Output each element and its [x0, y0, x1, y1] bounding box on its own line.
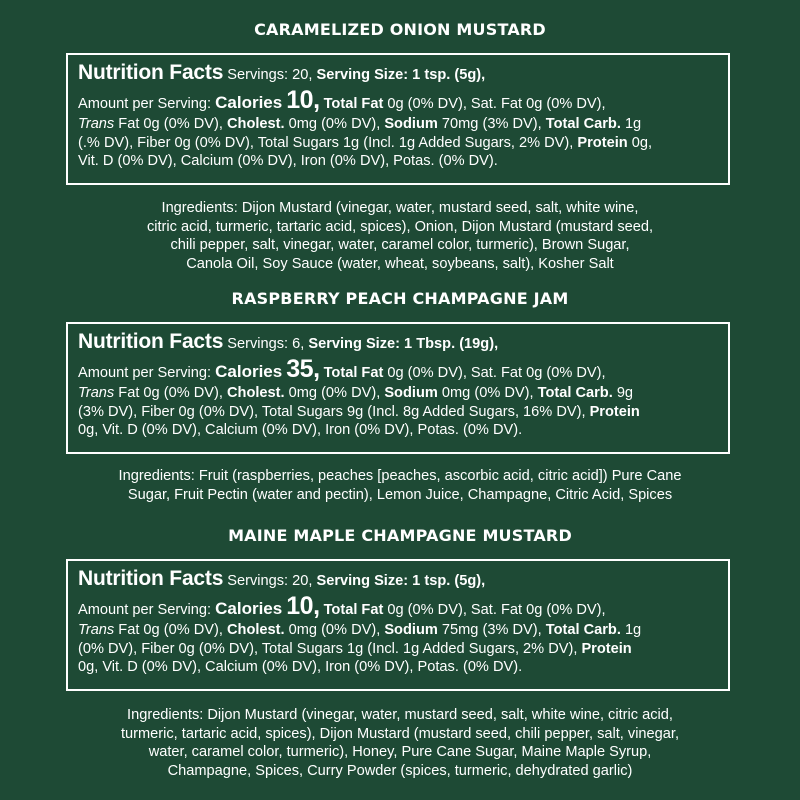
cholesterol-value: 0mg (0% DV), [288, 385, 381, 401]
cholesterol-label: Cholest. [226, 385, 285, 401]
sodium-label: Sodium [384, 622, 438, 638]
total-carb-value: 1g [624, 116, 642, 132]
calories-value: 35, [286, 355, 320, 383]
trans-fat-value: Fat 0g (0% DV), [118, 385, 223, 401]
product-section-raspberry-peach-champagne-jam [0, 289, 800, 309]
cholesterol-label: Cholest. [226, 622, 285, 638]
nutrients-line: (3% DV), Fiber 0g (0% DV), Total Sugars 9g (Incl. 8g Added Sugars, 16% DV), [78, 403, 586, 420]
trans-fat-value: Fat 0g (0% DV), [118, 116, 223, 132]
amount-per-serving-label: Amount per Serving: [78, 602, 212, 618]
sodium-label: Sodium [384, 385, 438, 401]
total-fat-value: 0g (0% DV), Sat. Fat 0g (0% DV), [387, 365, 606, 381]
ingredients-line: turmeric, tartaric acid, spices), Dijon Mustard (mustard seed, chili pepper, salt, vinegar, [120, 725, 680, 742]
sodium-value: 75mg (3% DV), [441, 622, 542, 638]
protein-value: 0g, [631, 134, 653, 151]
product-title: CARAMELIZED ONION MUSTARD [254, 20, 546, 39]
total-fat-label: Total Fat [323, 602, 384, 618]
servings: Servings: 20, [227, 67, 313, 83]
ingredients-line: water, caramel color, turmeric), Honey, Pure Cane Sugar, Maine Maple Syrup, [148, 744, 652, 760]
total-carb-value: 1g [624, 622, 642, 638]
amount-per-serving-label: Amount per Serving: [78, 96, 212, 112]
calories-value: 10, [286, 86, 320, 114]
vitamins-line: 0g, Vit. D (0% DV), Calcium (0% DV), Iron (0% DV), Potas. (0% DV). [78, 659, 523, 675]
total-carb-label: Total Carb. [545, 116, 621, 132]
trans-fat-value: Fat 0g (0% DV), [118, 622, 223, 638]
sodium-label: Sodium [384, 116, 438, 132]
total-fat-label: Total Fat [323, 96, 384, 112]
nutrition-facts-title: Nutrition Facts [78, 61, 224, 84]
cholesterol-value: 0mg (0% DV), [288, 622, 381, 638]
calories-label: Calories [215, 362, 283, 381]
nutrition-facts-box [66, 53, 730, 185]
trans-fat-label: Trans [78, 622, 115, 638]
total-fat-label: Total Fat [323, 365, 384, 381]
ingredients-text [40, 706, 760, 780]
serving-size: Serving Size: 1 Tbsp. (19g), [308, 336, 499, 352]
calories-label: Calories [215, 599, 283, 618]
ingredients-line: Ingredients: Dijon Mustard (vinegar, water, mustard seed, salt, white wine, [161, 200, 639, 216]
nutrition-facts-title: Nutrition Facts [78, 330, 224, 353]
sodium-value: 70mg (3% DV), [441, 116, 542, 132]
ingredients-line: Canola Oil, Soy Sauce (water, wheat, soybeans, salt), Kosher Salt [186, 255, 614, 272]
total-fat-value: 0g (0% DV), Sat. Fat 0g (0% DV), [387, 96, 606, 112]
calories-value: 10, [286, 592, 320, 620]
cholesterol-value: 0mg (0% DV), [288, 116, 381, 132]
ingredients-text [40, 467, 760, 504]
servings: Servings: 6, [227, 336, 305, 352]
trans-fat-label: Trans [78, 385, 115, 401]
protein-label: Protein [581, 640, 632, 657]
ingredients-line: chili pepper, salt, vinegar, water, caramel color, turmeric), Brown Sugar, [170, 237, 630, 253]
product-section-caramelized-onion-mustard [0, 20, 800, 40]
ingredients-line: citric acid, turmeric, tartaric acid, spices), Onion, Dijon Mustard (mustard seed, [146, 218, 654, 235]
ingredients-line: Ingredients: Fruit (raspberries, peaches [peaches, ascorbic acid, citric acid]) Pure Cane [118, 468, 682, 484]
nutrition-facts-box [66, 322, 730, 454]
vitamins-line: Vit. D (0% DV), Calcium (0% DV), Iron (0% DV), Potas. (0% DV). [78, 153, 498, 169]
nutrients-line: (0% DV), Fiber 0g (0% DV), Total Sugars 1g (Incl. 1g Added Sugars, 2% DV), [78, 640, 578, 657]
total-carb-value: 9g [616, 385, 634, 401]
protein-label: Protein [589, 403, 640, 420]
serving-size: Serving Size: 1 tsp. (5g), [316, 67, 486, 83]
serving-size: Serving Size: 1 tsp. (5g), [316, 573, 486, 589]
nutrition-facts-box [66, 559, 730, 691]
sodium-value: 0mg (0% DV), [441, 385, 534, 401]
cholesterol-label: Cholest. [226, 116, 285, 132]
servings: Servings: 20, [227, 573, 313, 589]
ingredients-line: Ingredients: Dijon Mustard (vinegar, water, mustard seed, salt, white wine, citric acid, [127, 707, 673, 723]
ingredients-line: Champagne, Spices, Curry Powder (spices, turmeric, dehydrated garlic) [167, 762, 633, 779]
ingredients-line: Sugar, Fruit Pectin (water and pectin), Lemon Juice, Champagne, Citric Acid, Spices [127, 486, 673, 503]
trans-fat-label: Trans [78, 116, 115, 132]
product-title: RASPBERRY PEACH CHAMPAGNE JAM [231, 289, 569, 308]
total-carb-label: Total Carb. [545, 622, 621, 638]
total-carb-label: Total Carb. [537, 385, 613, 401]
amount-per-serving-label: Amount per Serving: [78, 365, 212, 381]
calories-label: Calories [215, 93, 283, 112]
product-title: MAINE MAPLE CHAMPAGNE MUSTARD [228, 526, 572, 545]
protein-label: Protein [577, 134, 628, 151]
vitamins-line: 0g, Vit. D (0% DV), Calcium (0% DV), Iron (0% DV), Potas. (0% DV). [78, 422, 523, 438]
ingredients-text [40, 199, 760, 273]
product-section-maine-maple-champagne-mustard [0, 526, 800, 546]
nutrients-line: (.% DV), Fiber 0g (0% DV), Total Sugars 1g (Incl. 1g Added Sugars, 2% DV), [78, 134, 574, 151]
nutrition-facts-title: Nutrition Facts [78, 567, 224, 590]
total-fat-value: 0g (0% DV), Sat. Fat 0g (0% DV), [387, 602, 606, 618]
